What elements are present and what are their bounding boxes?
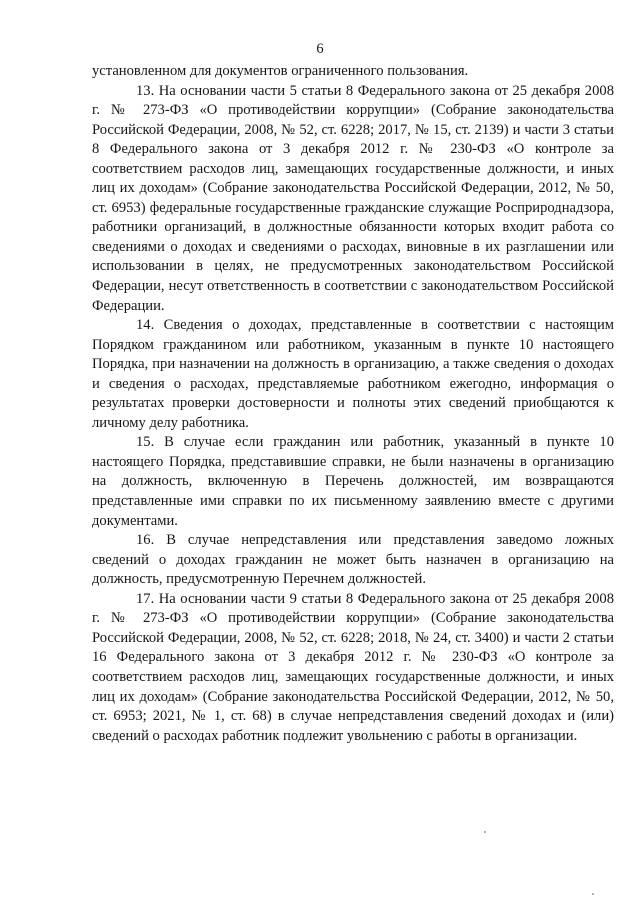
scan-speck — [592, 893, 594, 895]
document-body — [92, 62, 614, 746]
paragraph-17: 17. На основании части 9 статьи 8 Федерального закона от 25 декабря 2008 г. № 273-ФЗ «О противодействии коррупции» (Собрание законодательства Российской Федерации, 2008, № 52, ст. 6228; 2018, № 24, ст. 3400) и части 2 статьи 16 Федерального закона от 3 декабря 2012 г. № 230-ФЗ «О контроле за соответствием расходов лиц, замещающих государственные должности, и иных лиц их доходам» (Собрание законодательства Российской Федерации, 2012, № 50, ст. 6953; 2021, № 1, ст. 68) в случае непредставления сведений доходах и (или) сведений о расходах работник подлежит увольнению с работы в организации. — [92, 590, 614, 744]
page-number: 6 — [316, 41, 324, 57]
paragraph-15: 15. В случае если гражданин или работник, указанный в пункте 10 настоящего Порядка, представившие справки, не были назначены в организацию на должность, включенную в Перечень должностей, им возвращаются представленные ими справки по их письменному заявлению вместе с другими документами. — [92, 434, 614, 529]
scan-speck — [484, 831, 486, 833]
paragraph-14: 14. Сведения о доходах, представленные в соответствии с настоящим Порядком гражданином или работником, указанным в пункте 10 настоящего Порядка, при назначении на должность в организацию, а также сведения о доходах и сведения о расходах, представляемые работником ежегодно, информация о результатах проверки достоверности и полноты этих сведений приобщаются к личному делу работника. — [92, 317, 614, 431]
paragraph-13: 13. На основании части 5 статьи 8 Федерального закона от 25 декабря 2008 г. № 273-ФЗ «О противодействии коррупции» (Собрание законодательства Российской Федерации, 2008, № 52, ст. 6228; 2017, № 15, ст. 2139) и части 3 статьи 8 Федерального закона от 3 декабря 2012 г. № 230-ФЗ «О контроле за соответствием расходов лиц, замещающих государственные должности, и иных лиц их доходам» (Собрание законодательства Российской Федерации, 2012, № 50, ст. 6953) федеральные государственные гражданские служащие Росприроднадзора, работники организаций, в должностные обязанности которых входит работа со сведениями о доходах и сведениями о расходах, виновные в их разглашении или использовании в целях, не предусмотренных законодательством Российской Федерации, несут ответственность в соответствии с законодательством Российской Федерации. — [92, 82, 614, 314]
paragraph-16: 16. В случае непредставления или представления заведомо ложных сведений о доходах гражданин не может быть назначен в организацию на должность, предусмотренную Перечнем должностей. — [92, 532, 614, 588]
paragraph-continuation: установленном для документов ограниченного пользования. — [92, 63, 469, 79]
